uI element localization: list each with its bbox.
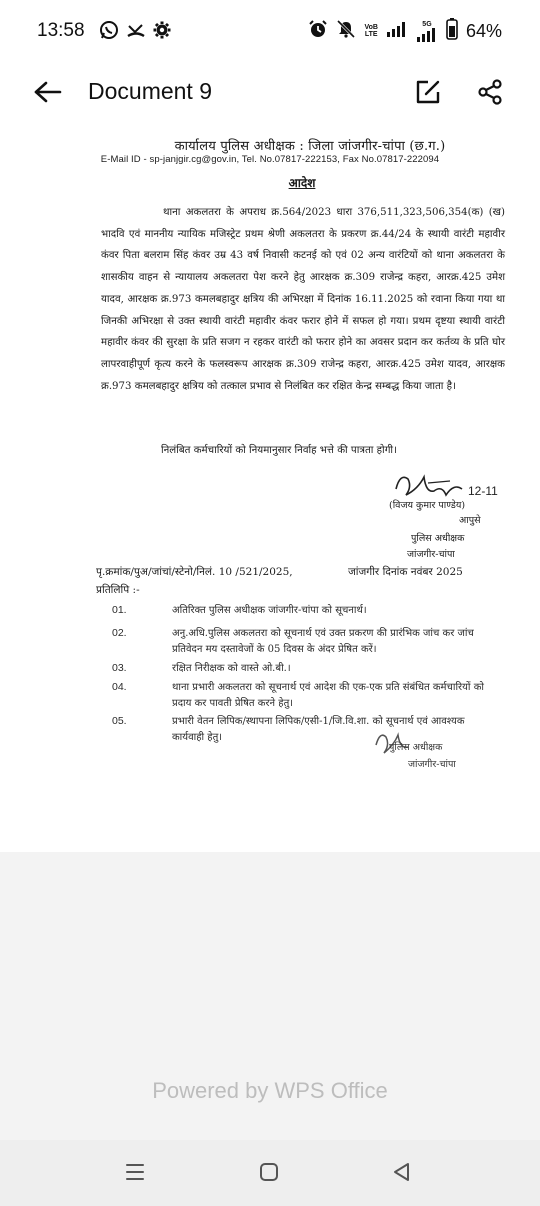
order-title: [0, 174, 540, 191]
copy-text: अनु.अधि.पुलिस अकलतरा को सूचनार्थ एवं उक्त प्रकरण की प्रारंभिक जांच कर जांच प्रतिवेदन मय दस्तावेजों के 05 दिवस के अंदर प्रेषित करें।: [172, 628, 474, 655]
copy-text: अतिरिक्त पुलिस अधीक्षक जांजगीर-चांपा को सूचनार्थ।: [172, 605, 367, 616]
copy-label: प्रतिलिपि :-: [96, 584, 140, 596]
signatory-name: (विजय कुमार पाण्डेय): [389, 500, 466, 511]
navigation-bar: [0, 1140, 540, 1206]
copy-number: 05.: [112, 715, 127, 727]
copy-text: थाना प्रभारी अकलतरा को सूचनार्थ एवं आदेश की एक-एक प्रति संबंधित कर्मचारियों को प्रदाय कर पावती प्रेषित करने हेतु।: [172, 682, 484, 709]
status-right-icons: [308, 18, 502, 44]
status-time: 13:58: [37, 20, 85, 41]
edit-icon: [415, 79, 441, 109]
svg-text:12-11: 12-11: [468, 484, 498, 498]
copy-text: प्रभारी वेतन लिपिक/स्थापना लिपिक/एसी-1/जि.वि.शा. को सूचनार्थ एवं आवश्यक कार्यवाही हेतु।: [172, 716, 465, 743]
stamp-place: जांजगीर-चांपा: [408, 759, 456, 770]
back-icon: [391, 1161, 413, 1187]
battery-icon: [446, 18, 458, 44]
document-title: Document 9: [88, 78, 213, 104]
recent-apps-button[interactable]: [117, 1156, 153, 1192]
signatory-rank: आपुसे: [459, 515, 481, 526]
whatsapp-icon: [99, 20, 119, 44]
settings-icon: [153, 21, 171, 43]
signal-5g-icon: 5G: [416, 21, 438, 42]
recent-apps-icon: [124, 1161, 146, 1187]
reference-date: जांजगीर दिनांक नवंबर 2025: [348, 566, 463, 578]
alarm-icon: [308, 19, 328, 43]
office-contact: E-Mail ID - sp-janjgir.cg@gov.in, Tel. No.07817-222153, Fax No.07817-222094: [100, 154, 440, 165]
copy-number: 03.: [112, 662, 127, 674]
home-button[interactable]: [251, 1156, 287, 1192]
signatory-place: जांजगीर-चांपा: [407, 549, 455, 560]
system-back-button[interactable]: [384, 1156, 420, 1192]
volte-indicator: VoB LTE: [364, 24, 378, 38]
copy-number: 04.: [112, 681, 127, 693]
home-icon: [258, 1161, 280, 1187]
office-header: कार्यालय पुलिस अधीक्षक : जिला जांजगीर-चांपा (छ.ग.): [174, 139, 446, 154]
missed-call-icon: [126, 20, 146, 44]
edit-button[interactable]: [408, 74, 448, 114]
status-left-icons: [99, 20, 171, 44]
order-body: [101, 202, 505, 397]
powered-by-label: Powered by WPS Office: [152, 1078, 388, 1103]
signal-icon: [386, 21, 408, 41]
app-bar: [0, 62, 540, 124]
stamp-designation: पुलिस अधीक्षक: [389, 742, 443, 753]
footer-area: [0, 852, 540, 1140]
share-icon: [477, 79, 503, 109]
copy-text: रक्षित निरीक्षक को वास्ते ओ.बी.।: [172, 663, 291, 674]
back-arrow-icon: [34, 81, 62, 107]
back-button[interactable]: [28, 74, 68, 114]
status-bar: [0, 0, 540, 62]
share-button[interactable]: [470, 74, 510, 114]
order-title-text: आदेश: [288, 176, 316, 190]
reference-number: पृ.क्रमांक/पुअ/जांचां/स्टेनो/निलं. 10 /521/2025,: [96, 566, 293, 578]
battery-percent: 64%: [465, 20, 502, 41]
order-body-text: थाना अकलतरा के अपराध क्र.564/2023 धारा 376,511,323,506,354(क) (ख) भादवि एवं माननीय न्यायिक मजिस्ट्रेट प्रथम श्रेणी अकलतरा के प्रकरण क्र.44/24 के स्थायी वारंटी महावीर कंवर पिता बलराम सिंह कंवर उम्र 43 वर्ष निवासी कटनई को एवं 02 अन्य वारंटियों को थाना अकलतरा के शासकीय वाहन से न्यायालय अकलतरा पेश करने हेतु आरक्षक क्र.309 राजेन्द्र कहरा, आरक्र.425 उमेश यादव, आरक्षक क्र.973 कमलबहादुर क्षत्रिय की अभिरक्षा में दिनांक 16.11.2025 को रवाना किया गया था जिनकी अभिरक्षा से उक्त स्थायी वारंटी महावीर कंवर फरार होने में सफल हो गया। प्रथम दृष्टया स्थायी वारंटी महावीर कंवर की सुरक्षा के प्रति सजग न रहकर वारंटी को फरार होने का अवसर प्रदान कर कर्तव्य के प्रति घोर लापरवाहीपूर्ण कृत्य करने के फलस्वरूप आरक्षक क्र.309 राजेन्द्र कहरा, आरक्र.425 उमेश यादव, आरक्षक क्र.973 कमलबहादुर क्षत्रिय को तत्काल प्रभाव से निलंबित कर रक्षित केन्द्र सम्बद्ध किया जाता है।: [101, 207, 505, 392]
signatory-designation: पुलिस अधीक्षक: [411, 533, 465, 544]
copy-number: 02.: [112, 627, 127, 639]
mute-icon: [336, 19, 356, 43]
allowance-note: निलंबित कर्मचारियों को नियमानुसार निर्वाह भत्ते की पात्रता होगी।: [161, 445, 397, 456]
copy-number: 01.: [112, 604, 127, 616]
document-page[interactable]: [0, 124, 540, 852]
